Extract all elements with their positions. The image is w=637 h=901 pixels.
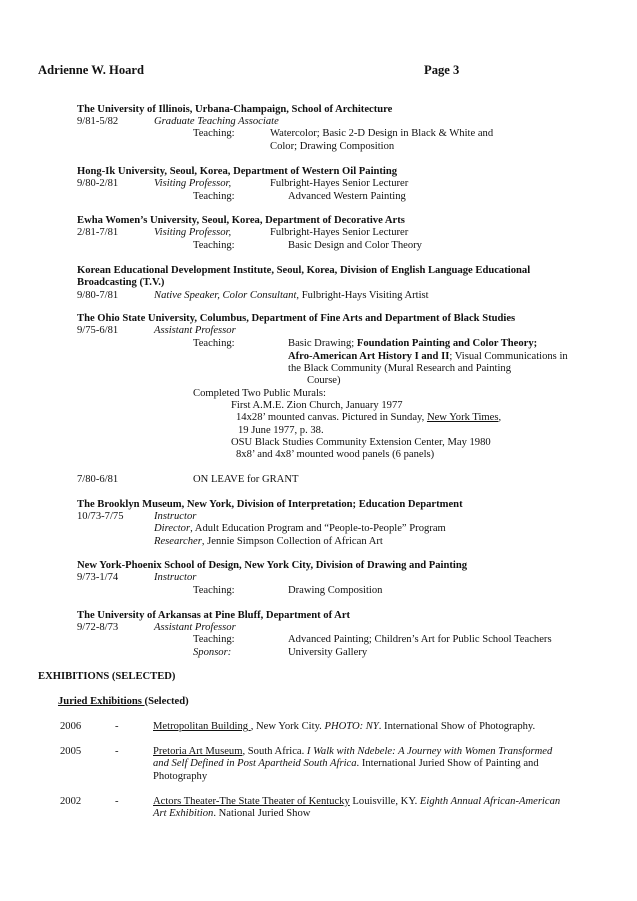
ewha-title: Ewha Women’s University, Seoul, Korea, Department of Decorative Arts	[77, 215, 405, 226]
hongik-title: Hong-Ik University, Seoul, Korea, Department of Western Oil Painting	[77, 166, 398, 177]
osu-mural-1-detail-a: 14x28’ mounted canvas. Pictured in Sunday,	[236, 412, 427, 423]
exhibition-title-part-1: Eighth Annual African-American	[419, 796, 561, 807]
exhibition-venue: Pretoria Art Museum	[153, 746, 243, 757]
nyphoenix-teaching-label: Teaching:	[193, 585, 235, 596]
exhibition-description: . International Show of Photography.	[378, 721, 536, 732]
osu-teaching-2-plain: ; Visual Communications in	[449, 351, 568, 362]
exhibition-title: PHOTO: NY	[324, 721, 379, 732]
exhibition-entry-line-2	[153, 807, 310, 820]
ewha-teaching-label: Teaching:	[193, 240, 235, 251]
osu-leave: ON LEAVE for GRANT	[193, 474, 299, 485]
juried-heading-suffix: (Selected)	[144, 696, 189, 707]
brooklyn-dates: 10/73-7/75	[77, 511, 124, 522]
hongik-teaching: Advanced Western Painting	[288, 191, 406, 202]
kedi-dates: 9/80-7/81	[77, 290, 119, 301]
osu-teaching-line-3: the Black Community (Mural Research and Painting	[288, 363, 512, 374]
brooklyn-title: The Brooklyn Museum, New York, Division of Interpretation; Education Department	[77, 499, 463, 510]
osu-mural-1-detail	[236, 411, 501, 424]
exhibition-entry-line-2	[153, 757, 539, 770]
exhibition-venue: Metropolitan Building	[153, 721, 251, 732]
exhibition-location: Louisville, KY.	[349, 796, 420, 807]
uiuc-teaching-label: Teaching:	[193, 128, 235, 139]
ewha-teaching: Basic Design and Color Theory	[288, 240, 422, 251]
exhibition-dash: -	[115, 746, 119, 757]
osu-teaching-line-4: Course)	[307, 375, 341, 386]
ewha-dates: 2/81-7/81	[77, 227, 119, 238]
osu-mural-1-citation: 19 June 1977, p. 38.	[238, 425, 324, 436]
osu-teaching-line-1	[288, 337, 537, 350]
hongik-role-detail: Fulbright-Hayes Senior Lecturer	[270, 178, 409, 189]
ewha-role-detail: Fulbright-Hayes Senior Lecturer	[270, 227, 409, 238]
kedi-role-detail: Fulbright-Hays Visiting Artist	[301, 290, 429, 301]
exhibition-dash: -	[115, 796, 119, 807]
osu-leave-dates: 7/80-6/81	[77, 474, 119, 485]
osu-mural-1: First A.M.E. Zion Church, January 1977	[231, 400, 403, 411]
brooklyn-line-3	[154, 535, 383, 548]
osu-title: The Ohio State University, Columbus, Department of Fine Arts and Department of Black Studies	[77, 313, 516, 324]
osu-murals-heading: Completed Two Public Murals:	[193, 388, 326, 399]
exhibition-entry	[153, 720, 535, 733]
exhibition-title-part-2: and Self Defined in Post Apartheid South Africa	[153, 758, 357, 769]
brooklyn-line-2-rest: , Adult Education Program and “People-to-People” Program	[190, 523, 446, 534]
osu-teaching-1-plain: Basic Drawing;	[288, 338, 357, 349]
exhibition-description: . National Juried Show	[213, 808, 311, 819]
brooklyn-role: Instructor	[154, 511, 197, 522]
exhibition-year: 2005	[60, 746, 82, 757]
exhibition-title-part-1: I Walk with Ndebele: A Journey with Women Transformed	[306, 746, 553, 757]
uiuc-dates: 9/81-5/82	[77, 116, 119, 127]
nyphoenix-title: New York-Phoenix School of Design, New York City, Division of Drawing and Painting	[77, 560, 468, 571]
arkansas-title: The University of Arkansas at Pine Bluff, Department of Art	[77, 610, 351, 621]
osu-role: Assistant Professor	[154, 325, 236, 336]
exhibition-venue: Actors Theater-The State Theater of Kentucky	[153, 796, 350, 807]
osu-mural-2: OSU Black Studies Community Extension Center, May 1980	[231, 437, 491, 448]
hongik-teaching-label: Teaching:	[193, 191, 235, 202]
osu-mural-1-publication: New York Times	[426, 412, 499, 423]
exhibition-location: , New York City.	[250, 721, 325, 732]
kedi-title-line-2: Broadcasting (T.V.)	[77, 277, 165, 288]
arkansas-sponsor-label: Sponsor:	[193, 647, 232, 658]
nyphoenix-role: Instructor	[154, 572, 197, 583]
uiuc-title: The University of Illinois, Urbana-Champaign, School of Architecture	[77, 104, 393, 115]
osu-teaching-label: Teaching:	[193, 338, 235, 349]
uiuc-role: Graduate Teaching Associate	[154, 116, 279, 127]
exhibition-year: 2002	[60, 796, 82, 807]
nyphoenix-dates: 9/73-1/74	[77, 572, 119, 583]
kedi-title-line-1: Korean Educational Development Institute, Seoul, Korea, Division of English Language Educational	[77, 265, 531, 276]
osu-teaching-1-bold: Foundation Painting and Color Theory;	[356, 338, 538, 349]
kedi-role: Native Speaker, Color Consultant,	[154, 290, 300, 301]
exhibition-description: . International Juried Show of Painting and	[356, 758, 539, 769]
uiuc-teaching-line-1: Watercolor; Basic 2-D Design in Black & White and	[270, 128, 494, 139]
exhibition-dash: -	[115, 721, 119, 732]
arkansas-teaching-label: Teaching:	[193, 634, 235, 645]
resume-author-name: Adrienne W. Hoard	[38, 63, 145, 77]
arkansas-teaching: Advanced Painting; Children’s Art for Public School Teachers	[288, 634, 552, 645]
hongik-dates: 9/80-2/81	[77, 178, 119, 189]
kedi-role-line	[154, 289, 429, 302]
ewha-role: Visiting Professor,	[154, 227, 232, 238]
exhibition-year: 2006	[60, 721, 82, 732]
uiuc-teaching-line-2: Color; Drawing Composition	[270, 141, 395, 152]
brooklyn-line-3-role: Researcher	[154, 536, 202, 547]
exhibition-location: , South Africa.	[242, 746, 307, 757]
brooklyn-line-3-rest: , Jennie Simpson Collection of African Art	[201, 536, 383, 547]
osu-teaching-2-bold: Afro-American Art History I and II	[288, 351, 450, 362]
arkansas-role: Assistant Professor	[154, 622, 236, 633]
page-number: Page 3	[424, 63, 460, 77]
osu-dates: 9/75-6/81	[77, 325, 119, 336]
nyphoenix-teaching: Drawing Composition	[288, 585, 383, 596]
brooklyn-line-2	[154, 522, 446, 535]
exhibition-entry-line-3: Photography	[153, 771, 208, 782]
arkansas-sponsor: University Gallery	[288, 647, 368, 658]
juried-heading-underlined: Juried Exhibitions	[58, 696, 145, 707]
arkansas-dates: 9/72-8/73	[77, 622, 119, 633]
juried-exhibitions-heading	[58, 695, 189, 708]
osu-mural-2-detail: 8x8’ and 4x8’ mounted wood panels (6 panels)	[236, 449, 435, 460]
exhibitions-heading: EXHIBITIONS (SELECTED)	[38, 671, 176, 682]
brooklyn-line-2-role: Director	[154, 523, 191, 534]
exhibition-title-part-2: Art Exhibition	[153, 808, 214, 819]
hongik-role: Visiting Professor,	[154, 178, 232, 189]
osu-mural-1-detail-b: ,	[498, 412, 502, 423]
